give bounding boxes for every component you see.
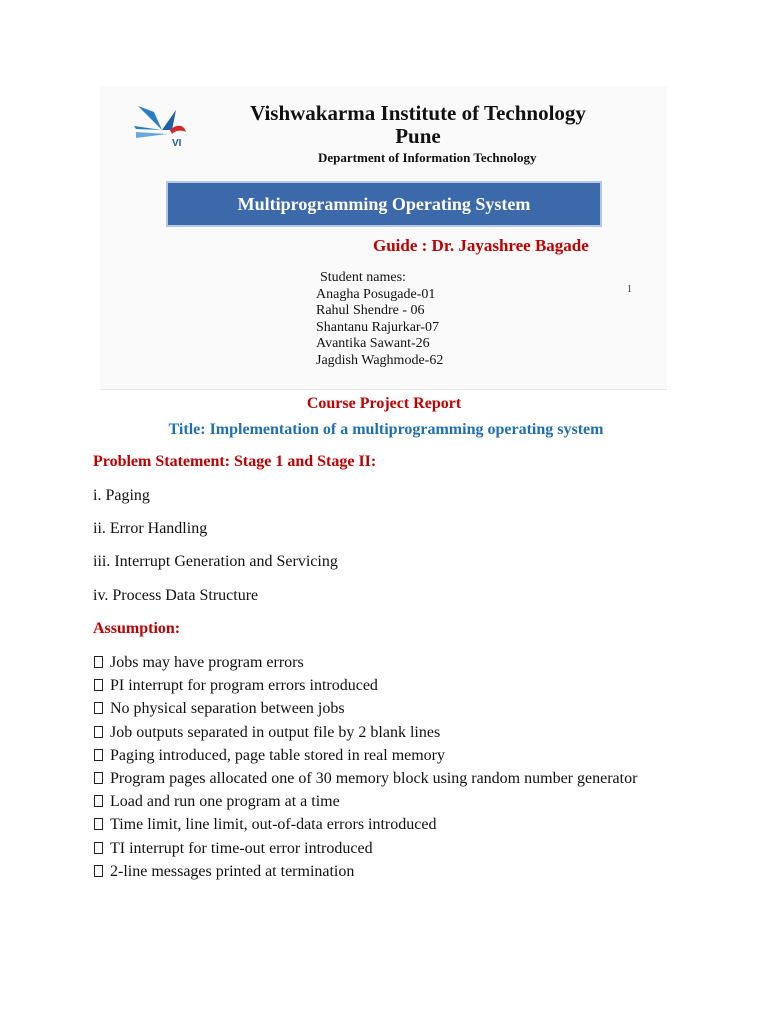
- guide-name: Guide : Dr. Jayashree Bagade: [373, 236, 589, 255]
- problem-item: iii. Interrupt Generation and Servicing: [93, 553, 338, 570]
- assumption-item: [92, 860, 652, 883]
- missing-glyph-bullet-icon: [94, 772, 103, 784]
- assumption-item: [92, 697, 652, 720]
- assumption-text: TI interrupt for time-out error introduced: [110, 839, 373, 857]
- assumption-item: [92, 651, 652, 674]
- assumption-heading: Assumption:: [93, 620, 181, 637]
- assumption-text: Jobs may have program errors: [110, 654, 304, 671]
- student-name: Avantika Sawant-26: [316, 336, 430, 352]
- problem-item: ii. Error Handling: [93, 520, 208, 537]
- problem-item: i. Paging: [93, 487, 150, 504]
- assumption-item: [92, 674, 652, 697]
- page-number: 1: [627, 284, 632, 295]
- assumption-text: 2-line messages printed at termination: [110, 862, 355, 880]
- student-name: Rahul Shendre - 06: [316, 303, 425, 319]
- report-title: Title: Implementation of a multiprogramming operating system: [168, 421, 604, 438]
- assumption-text: Program pages allocated one of 30 memory block using random number generator: [110, 770, 638, 788]
- assumption-item: [92, 767, 652, 790]
- missing-glyph-bullet-icon: [94, 749, 103, 761]
- project-banner: Multiprogramming Operating System: [166, 181, 602, 227]
- student-name: Shantanu Rajurkar-07: [316, 319, 439, 335]
- assumption-item: [92, 813, 652, 836]
- problem-item: iv. Process Data Structure: [93, 587, 259, 604]
- missing-glyph-bullet-icon: [94, 726, 103, 738]
- logo-text: VI: [172, 138, 182, 149]
- assumption-item: [92, 744, 652, 767]
- assumption-text: No physical separation between jobs: [110, 700, 345, 718]
- student-name: Anagha Posugade-01: [316, 286, 436, 302]
- assumption-list: [92, 651, 652, 883]
- students-heading: Student names:: [320, 270, 406, 285]
- assumption-item: [92, 837, 652, 860]
- assumption-item: [92, 721, 652, 744]
- assumption-text: PI interrupt for program errors introduced: [110, 677, 378, 695]
- assumption-text: Load and run one program at a time: [110, 793, 340, 811]
- header-card: [100, 86, 667, 390]
- assumption-item: [92, 790, 652, 813]
- missing-glyph-bullet-icon: [94, 795, 103, 807]
- missing-glyph-bullet-icon: [94, 702, 103, 714]
- student-name: Jagdish Waghmode-62: [316, 352, 444, 368]
- missing-glyph-bullet-icon: [94, 818, 103, 830]
- report-heading: Course Project Report: [306, 395, 462, 412]
- department-name: Department of Information Technology: [318, 150, 537, 165]
- assumption-text: Paging introduced, page table stored in real memory: [110, 746, 446, 764]
- institute-name: Vishwakarma Institute of Technology: [250, 101, 586, 125]
- missing-glyph-bullet-icon: [94, 842, 103, 854]
- vit-logo-icon: [132, 100, 194, 150]
- missing-glyph-bullet-icon: [94, 679, 103, 691]
- missing-glyph-bullet-icon: [94, 865, 103, 877]
- problem-statement-heading: Problem Statement: Stage 1 and Stage II:: [93, 453, 377, 470]
- student-list: [316, 270, 443, 370]
- institute-city: Pune: [395, 124, 441, 148]
- assumption-text: Job outputs separated in output file by 2 blank lines: [110, 723, 441, 741]
- assumption-text: Time limit, line limit, out-of-data errors introduced: [110, 816, 437, 834]
- missing-glyph-bullet-icon: [94, 656, 103, 668]
